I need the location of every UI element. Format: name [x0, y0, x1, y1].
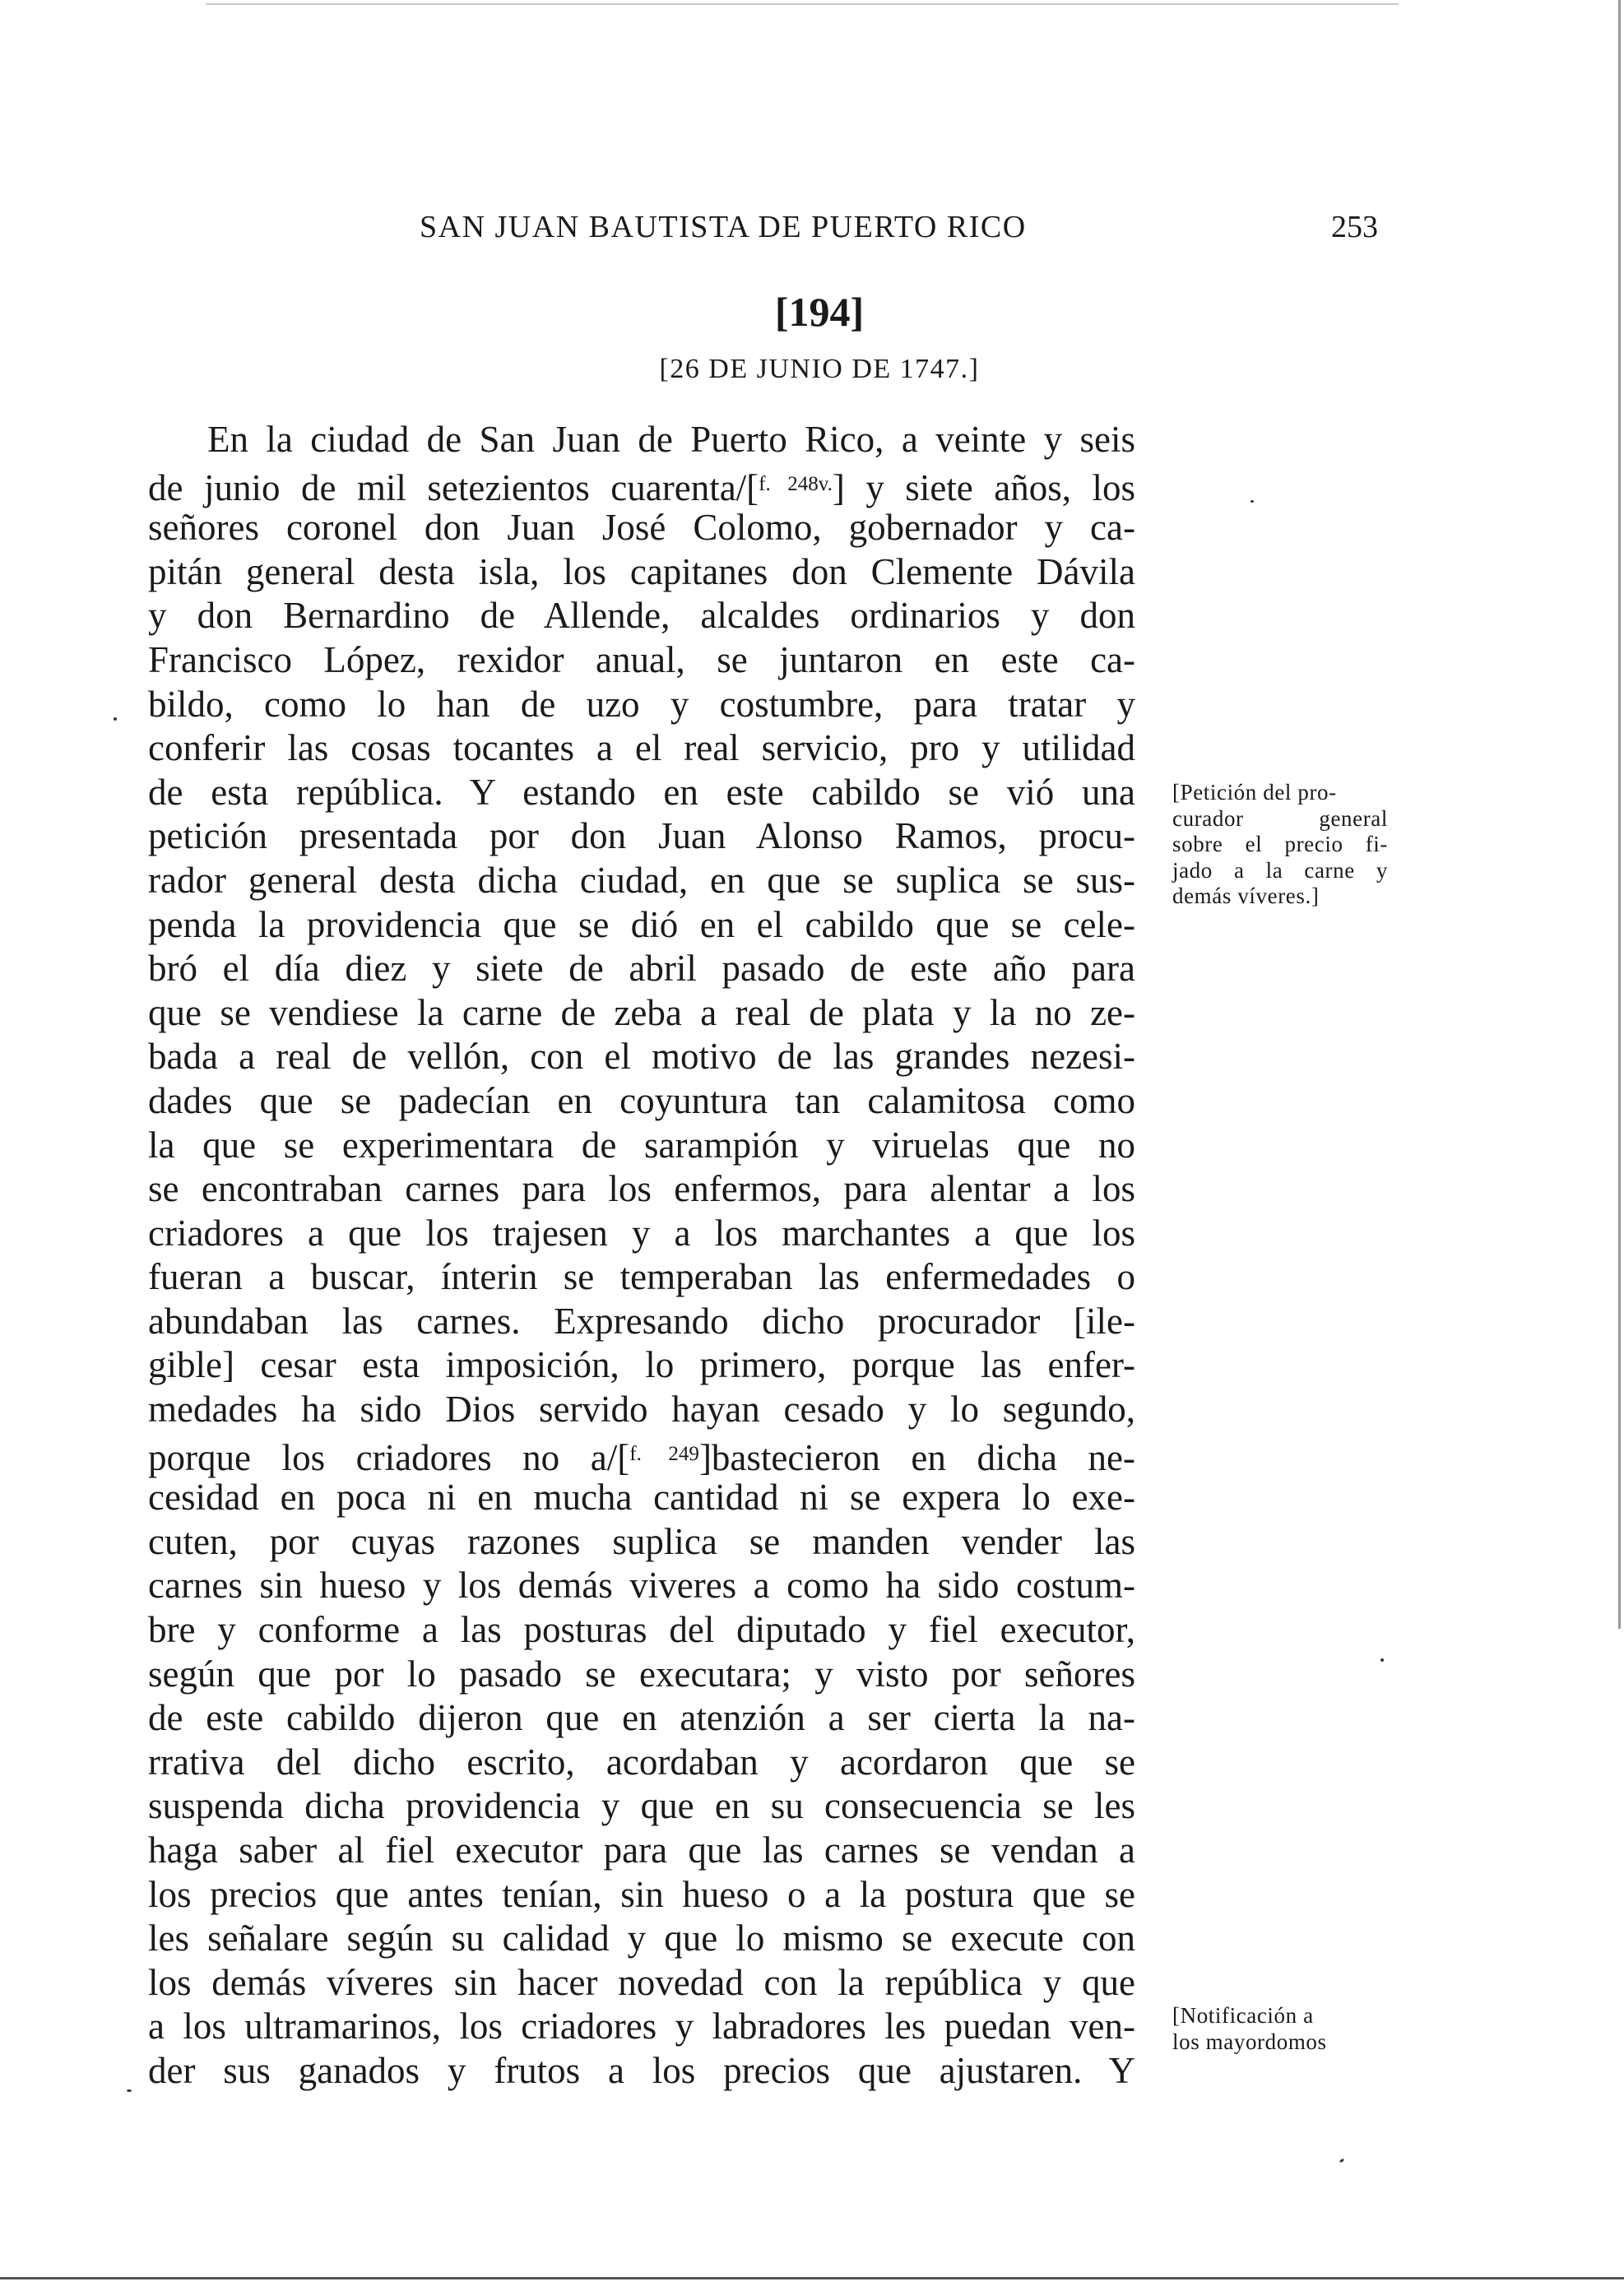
- body-line: fueran a buscar, ínterin se temperaban las enfermedades o: [148, 1256, 1135, 1298]
- body-line: der sus ganados y frutos a los precios que ajustaren. Y: [148, 2049, 1135, 2091]
- body-line: [148, 462, 1135, 507]
- body-line: señores coronel don Juan José Colomo, gobernador y ca-: [148, 507, 1135, 549]
- margin-note-peticion: [1172, 780, 1388, 910]
- page-number: 253: [1331, 210, 1378, 244]
- scan-speck: [127, 2089, 132, 2092]
- body-line: bada a real de vellón, con el motivo de las grandes nezesi-: [148, 1036, 1135, 1078]
- body-line: de esta república. Y estando en este cabildo se vió una: [148, 771, 1135, 813]
- body-line: y don Bernardino de Allende, alcaldes ordinarios y don: [148, 595, 1135, 637]
- body-line: penda la providencia que se dió en el cabildo que se cele-: [148, 903, 1135, 945]
- scan-edge-bottom: [0, 2277, 1624, 2279]
- body-line: bildo, como lo han de uzo y costumbre, para tratar y: [148, 683, 1135, 725]
- body-line: cuten, por cuyas razones suplica se manden vender las: [148, 1520, 1135, 1562]
- margin-note-line: demás víveres.]: [1172, 883, 1320, 908]
- margin-note-line: sobre el precio fi-: [1172, 832, 1388, 856]
- body-line: conferir las cosas tocantes a el real servicio, pro y utilidad: [148, 727, 1135, 769]
- scan-speck: [1339, 2159, 1345, 2163]
- body-line: petición presentada por don Juan Alonso Ramos, procu-: [148, 815, 1135, 857]
- folio-marker: f. 249: [629, 1442, 699, 1465]
- body-line: gible] cesar esta imposición, lo primero, porque las enfer-: [148, 1344, 1135, 1386]
- body-line-segment: ] y siete años, los: [832, 466, 1135, 508]
- body-line: medades ha sido Dios servido hayan cesado y lo segundo,: [148, 1389, 1135, 1431]
- scan-speck: [114, 717, 117, 721]
- body-line: carnes sin hueso y los demás viveres a como ha sido costum-: [148, 1565, 1135, 1607]
- body-line: se encontraban carnes para los enfermos, para alentar a los: [148, 1168, 1135, 1210]
- scan-edge-top: [206, 3, 1399, 5]
- document-date: [26 DE JUNIO DE 1747.]: [659, 354, 980, 384]
- body-line: rador general desta dicha ciudad, en que se suplica se sus-: [148, 859, 1135, 901]
- running-title: SAN JUAN BAUTISTA DE PUERTO RICO: [420, 210, 1027, 244]
- body-line: que se vendiese la carne de zeba a real de plata y la no ze-: [148, 991, 1135, 1033]
- body-line: haga saber al fiel executor para que las carnes se vendan a: [148, 1830, 1135, 1871]
- body-line: Francisco López, rexidor anual, se juntaron en este ca-: [148, 638, 1135, 680]
- body-line-segment: ]bastecieron en dicha ne-: [698, 1436, 1136, 1478]
- body-text: [148, 418, 1135, 2094]
- margin-note-line: [Petición del pro-: [1172, 780, 1337, 805]
- body-line: los precios que antes tenían, sin hueso o a la postura que se: [148, 1873, 1135, 1915]
- body-line: a los ultramarinos, los criadores y labradores les puedan ven-: [148, 2006, 1135, 2048]
- body-line: En la ciudad de San Juan de Puerto Rico, a veinte y seis: [207, 419, 1135, 460]
- margin-note-line: curador general: [1172, 805, 1388, 831]
- body-line: la que se experimentara de sarampión y viruelas que no: [148, 1124, 1135, 1166]
- margin-note-line: jado a la carne y: [1172, 857, 1388, 883]
- scan-speck: [1380, 1658, 1384, 1662]
- body-line: según que por lo pasado se executara; y visto por señores: [148, 1653, 1135, 1695]
- scan-edge-right: [1618, 0, 1621, 1629]
- document-number: [194]: [774, 289, 865, 335]
- body-line: los demás víveres sin hacer novedad con la república y que: [148, 1961, 1135, 2003]
- body-line: cesidad en poca ni en mucha cantidad ni se expera lo exe-: [148, 1477, 1135, 1519]
- body-line: abundaban las carnes. Expresando dicho procurador [ile-: [148, 1300, 1135, 1342]
- body-line-segment: de junio de mil setezientos cuarenta/[: [148, 466, 759, 508]
- folio-marker: f. 248v.: [759, 472, 833, 495]
- margin-note-line: [Notificación a: [1172, 2003, 1314, 2028]
- body-line: bre y conforme a las posturas del diputado y fiel executor,: [148, 1609, 1135, 1651]
- body-line: dades que se padecían en coyuntura tan calamitosa como: [148, 1079, 1135, 1121]
- margin-note-line: los mayordomos: [1172, 2029, 1327, 2054]
- scan-speck: [1250, 500, 1254, 503]
- body-line: [148, 1432, 1135, 1477]
- body-line-segment: porque los criadores no a/[: [148, 1436, 630, 1478]
- body-line: criadores a que los trajesen y a los marchantes a que los: [148, 1212, 1135, 1254]
- body-line: rrativa del dicho escrito, acordaban y acordaron que se: [148, 1741, 1135, 1783]
- body-line: les señalare según su calidad y que lo mismo se execute con: [148, 1918, 1135, 1959]
- body-line: suspenda dicha providencia y que en su consecuencia se les: [148, 1785, 1135, 1827]
- body-line: de este cabildo dijeron que en atenzión a ser cierta la na-: [148, 1697, 1135, 1739]
- body-line: pitán general desta isla, los capitanes don Clemente Dávila: [148, 550, 1135, 592]
- body-line: bró el día diez y siete de abril pasado de este año para: [148, 948, 1135, 990]
- margin-note-notificacion: [1172, 2003, 1388, 2055]
